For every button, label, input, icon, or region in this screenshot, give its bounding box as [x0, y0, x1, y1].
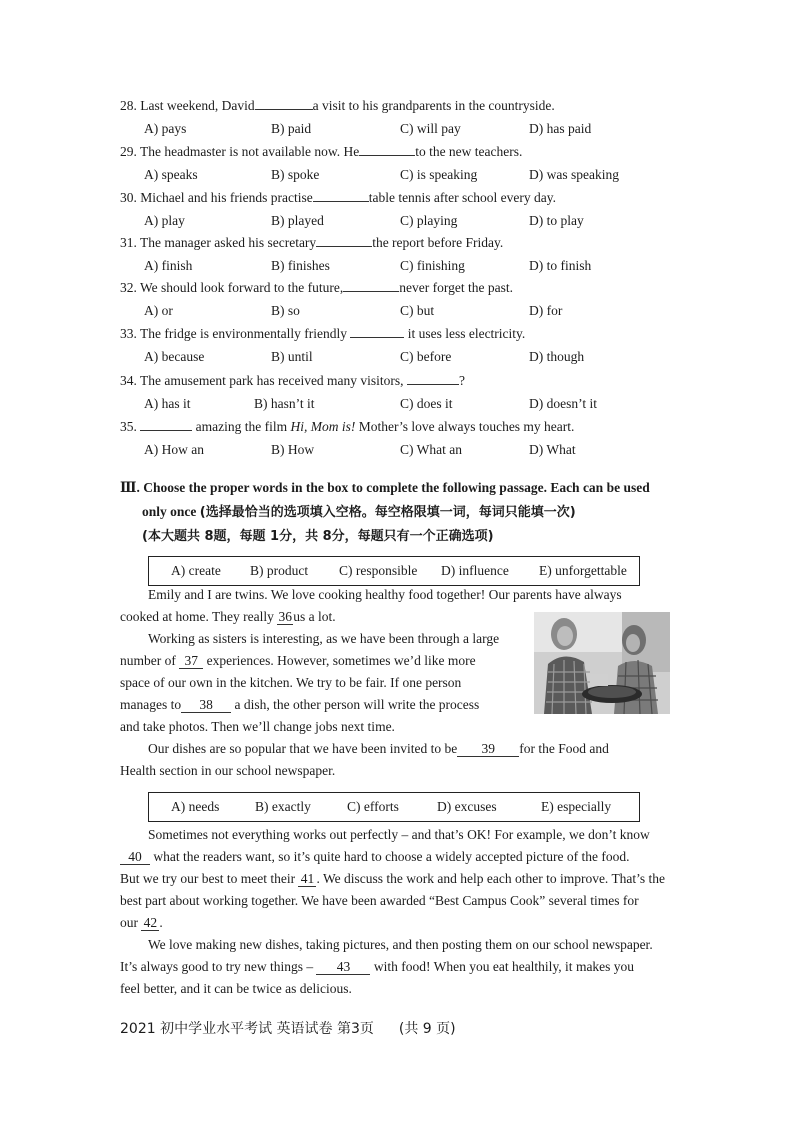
- word-option-a: A) needs: [171, 799, 220, 814]
- word-option-b: B) exactly: [255, 799, 311, 814]
- option-a: A) speaks: [144, 167, 198, 182]
- option-b: B) hasn’t it: [254, 396, 315, 411]
- option-b: B) so: [271, 303, 300, 318]
- answer-blank: [316, 232, 372, 247]
- blank-38: 38: [181, 697, 231, 713]
- paragraph-3: Our dishes are so popular that we have been invited to be 39 for the Food and Health section in our school newspaper.: [120, 741, 609, 778]
- word-option-e: E) unforgettable: [539, 563, 627, 578]
- answer-blank: [255, 95, 313, 110]
- option-c: C) What an: [400, 442, 462, 457]
- word-box-2: [148, 792, 640, 822]
- blank-40: 40: [120, 849, 150, 865]
- question-stem: 32. We should look forward to the future, never forget the past.: [120, 276, 680, 299]
- option-d: D) What: [529, 442, 576, 457]
- option-c: C) finishing: [400, 258, 465, 273]
- option-d: D) to play: [529, 213, 584, 228]
- question-stem: 28. Last weekend, David a visit to his grandparents in the countryside.: [120, 94, 680, 117]
- blank-43: 43: [316, 959, 370, 975]
- option-a: A) has it: [144, 396, 191, 411]
- question-28: [120, 94, 680, 140]
- word-option-b: B) product: [250, 563, 309, 578]
- section-3-heading: [120, 476, 680, 549]
- answer-blank: [140, 416, 192, 431]
- question-stem: 29. The headmaster is not available now. He to the new teachers.: [120, 140, 680, 163]
- blank-37: 37: [179, 653, 203, 669]
- section-3-scoring: (本大题共 8题，每题 1分，共 8分，每题只有一个正确选项): [142, 529, 494, 544]
- footer-total-pages: (共 9 页): [398, 1021, 456, 1037]
- word-option-d: D) influence: [441, 563, 509, 578]
- option-a: A) How an: [144, 442, 204, 457]
- option-b: B) spoke: [271, 167, 320, 182]
- blank-39: 39: [457, 741, 519, 757]
- word-option-e: E) especially: [541, 799, 612, 814]
- option-a: A) or: [144, 303, 173, 318]
- section-3-title: Ⅲ. Choose the proper words in the box to complete the following passage. Each can be used: [120, 480, 650, 495]
- paragraph-4: Sometimes not everything works out perfectly – and that’s OK! For example, we don’t know 40 what the readers want, so it’s quite hard to choose a widely accepted picture of the food. But we try our best to meet their 41 . We discuss the work and help each other to improve. That’s the best part about working together. We have been awarded “Best Campus Cook” several times for our 42 .: [120, 827, 666, 930]
- options-row: [120, 392, 680, 415]
- option-a: A) finish: [144, 258, 193, 273]
- options-row: [120, 117, 680, 140]
- question-33: [120, 322, 680, 368]
- question-stem: 34. The amusement park has received many visitors, ?: [120, 369, 680, 392]
- option-c: C) is speaking: [400, 167, 478, 182]
- question-32: [120, 276, 680, 322]
- answer-blank: [407, 370, 459, 385]
- option-d: D) for: [529, 303, 563, 318]
- option-d: D) doesn’t it: [529, 396, 597, 411]
- option-c: C) will pay: [400, 121, 461, 136]
- option-d: D) to finish: [529, 258, 592, 273]
- question-stem: 35. amazing the film Hi, Mom is! Mother’s love always touches my heart.: [120, 415, 680, 438]
- question-35: [120, 415, 680, 461]
- option-d: D) has paid: [529, 121, 592, 136]
- option-c: C) playing: [400, 213, 458, 228]
- word-option-c: C) efforts: [347, 799, 399, 814]
- blank-36: 36: [278, 609, 292, 624]
- answer-blank: [313, 187, 369, 202]
- option-b: B) paid: [271, 121, 312, 136]
- answer-blank: [350, 323, 404, 338]
- option-b: B) played: [271, 213, 324, 228]
- options-row: [120, 438, 680, 461]
- options-row: [120, 299, 680, 322]
- question-30: [120, 186, 680, 232]
- answer-blank: [359, 141, 415, 156]
- answer-blank: [343, 277, 399, 292]
- option-d: D) was speaking: [529, 167, 619, 182]
- two-girls-cooking-photo: [534, 612, 670, 714]
- question-29: [120, 140, 680, 186]
- options-row: [120, 209, 680, 232]
- option-a: A) pays: [144, 121, 187, 136]
- option-b: B) How: [271, 442, 315, 457]
- option-d: D) though: [529, 349, 585, 364]
- question-stem: 31. The manager asked his secretary the report before Friday.: [120, 231, 680, 254]
- page-footer: [120, 1018, 456, 1038]
- paragraph-2: Working as sisters is interesting, as we have been through a large number of 37 experiences. However, sometimes we’d like more space of our own in the kitchen. We try to be fair. If one person manages to 38 a dish, the other person will write the process and take photos. Then we’ll change jobs next time.: [120, 631, 500, 734]
- option-b: B) finishes: [271, 258, 330, 273]
- question-34: [120, 369, 680, 415]
- question-31: [120, 231, 680, 277]
- paragraph-5: We love making new dishes, taking pictures, and then posting them on our school newspaper. It’s always good to try new things – 43 with food! When you eat healthily, it makes you feel better, and it can be twice as delicious.: [120, 937, 653, 996]
- section-3-subtitle: only once (选择最恰当的选项填入空格。每空格限填一词，每词只能填一次): [142, 504, 576, 520]
- word-option-d: D) excuses: [437, 799, 497, 814]
- option-c: C) does it: [400, 396, 453, 411]
- option-a: A) because: [144, 349, 205, 364]
- option-c: C) before: [400, 349, 452, 364]
- word-option-c: C) responsible: [339, 563, 418, 578]
- question-stem: 33. The fridge is environmentally friendly it uses less electricity.: [120, 322, 680, 345]
- option-a: A) play: [144, 213, 185, 228]
- option-b: B) until: [271, 349, 313, 364]
- paragraph-1: Emily and I are twins. We love cooking healthy food together! Our parents have always cooked at home. They really 36us a lot.: [120, 587, 622, 624]
- word-option-a: A) create: [171, 563, 221, 578]
- options-row: [120, 163, 680, 186]
- blank-42: 42: [141, 915, 159, 931]
- options-row: [120, 345, 680, 368]
- footer-exam-info: 2021 初中学业水平考试 英语试卷 第3页: [120, 1021, 374, 1037]
- option-c: C) but: [400, 303, 435, 318]
- word-box-1: [148, 556, 640, 586]
- options-row: [120, 254, 680, 277]
- blank-41: 41: [298, 871, 316, 887]
- question-stem: 30. Michael and his friends practise table tennis after school every day.: [120, 186, 680, 209]
